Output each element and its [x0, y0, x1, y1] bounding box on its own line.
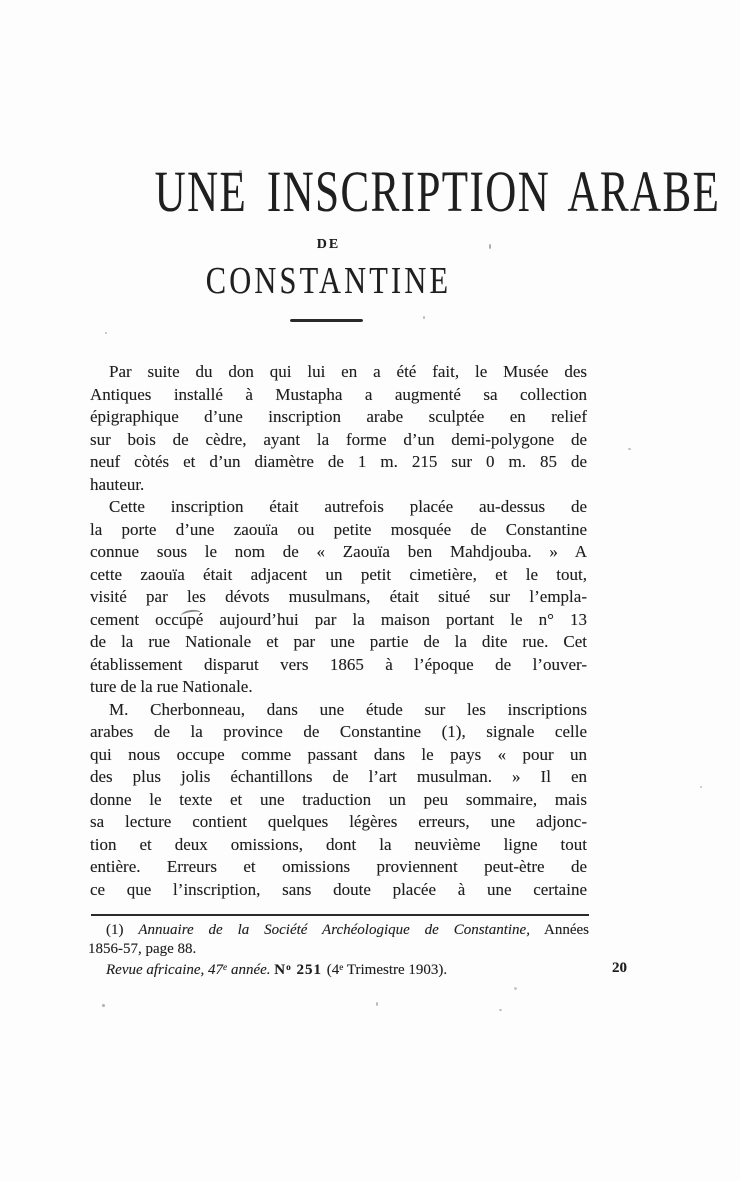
- text-line: cement occupé aujourd’hui par la maison portant le n° 13: [90, 609, 587, 629]
- footnote-marker: (1): [106, 922, 124, 938]
- footnote-text: Années: [544, 922, 589, 938]
- text-line: des plus jolis échantillons de l’art musulman. » Il en: [90, 767, 587, 786]
- text-line: entière. Erreurs et omissions proviennent peut-ètre de: [90, 857, 587, 876]
- sheet-signature-number: 20: [612, 960, 627, 976]
- page-title: UNE INSCRIPTION ARABE: [154, 159, 721, 224]
- text-line: sa lecture contient quelques légères erreurs, une adjonc-: [90, 812, 587, 831]
- imprint-line: [88, 959, 627, 978]
- scan-speck: [423, 316, 425, 319]
- text-line: la porte d’une zaouïa ou petite mosquée de Constantine: [90, 519, 587, 539]
- footnote-separator-rule: [91, 914, 589, 916]
- footnote-line: [88, 921, 589, 940]
- scan-speck: [105, 332, 107, 334]
- scan-speck: [700, 786, 702, 788]
- scan-speck: [499, 1009, 502, 1011]
- subtitle-constantine: CONSTANTINE: [205, 260, 452, 302]
- trimester: (4: [326, 962, 340, 978]
- text-line: de la rue Nationale et par une partie de la dite rue. Cet: [90, 632, 587, 651]
- text-line: Antiques installé à Mustapha a augmenté sa collection: [90, 384, 587, 404]
- scan-speck: [102, 1004, 105, 1007]
- text-line: établissement disparut vers 1865 à l’époque de l’ouver-: [90, 654, 587, 674]
- text-line: connue sous le nom de « Zaouïa ben Mahdjouba. » A: [90, 542, 587, 561]
- text-line: hauteur.: [90, 474, 145, 494]
- scan-speck: [376, 1002, 378, 1006]
- paragraph: [90, 496, 587, 699]
- journal-name: Revue africaine, 47: [106, 962, 224, 978]
- text-line: cette zaouïa était adjacent un petit cimetière, et le tout,: [90, 564, 587, 584]
- title-divider-rule: [290, 319, 363, 322]
- scan-speck: [489, 244, 491, 249]
- text-line: donne le texte et une traduction un peu sommaire, mais: [90, 789, 587, 809]
- text-line: épigraphique d’une inscription arabe sculptée en relief: [90, 407, 587, 426]
- superscript: o: [286, 963, 292, 973]
- issue-number: 251: [291, 962, 327, 978]
- text-line: tion et deux omissions, dont la neuvième ligne tout: [90, 834, 587, 854]
- text-line: sur bois de cèdre, ayant la forme d’un demi-polygone de: [90, 429, 587, 449]
- footnote-work-title: Annuaire de la Société Archéologique de Constantine,: [138, 922, 530, 938]
- text-line: arabes de la province de Constantine (1), signale celle: [90, 722, 587, 741]
- footnote-line: 1856-57, page 88.: [88, 941, 197, 957]
- paragraph: [90, 699, 587, 902]
- issue-number: N: [274, 962, 287, 978]
- superscript: e: [339, 963, 344, 973]
- text-line: qui nous occupe comme passant dans le pays « pour un: [90, 744, 587, 764]
- text-line: M. Cherbonneau, dans une étude sur les inscriptions: [109, 699, 587, 719]
- text-line: Cette inscription était autrefois placée au-dessus de: [109, 497, 587, 516]
- superscript: e: [223, 963, 228, 973]
- text-line: ce que l’inscription, sans doute placée à une certaine: [90, 879, 587, 899]
- paragraph: [90, 361, 587, 496]
- footnote: [88, 921, 627, 978]
- journal-year: année.: [227, 962, 275, 978]
- text-line: Par suite du don qui lui en a été fait, le Musée des: [109, 362, 587, 381]
- text-line: ture de la rue Nationale.: [90, 677, 253, 696]
- scan-speck: [514, 987, 517, 990]
- article-body: [90, 361, 587, 901]
- trimester: Trimestre 1903).: [343, 962, 448, 978]
- subtitle-de: DE: [316, 237, 341, 252]
- scan-speck: [239, 170, 242, 173]
- scan-speck: [628, 448, 631, 450]
- text-line: visité par les dévots musulmans, était situé sur l’empla-: [90, 587, 587, 606]
- text-line: neuf còtés et d’un diamètre de 1 m. 215 sur 0 m. 85 de: [90, 452, 587, 471]
